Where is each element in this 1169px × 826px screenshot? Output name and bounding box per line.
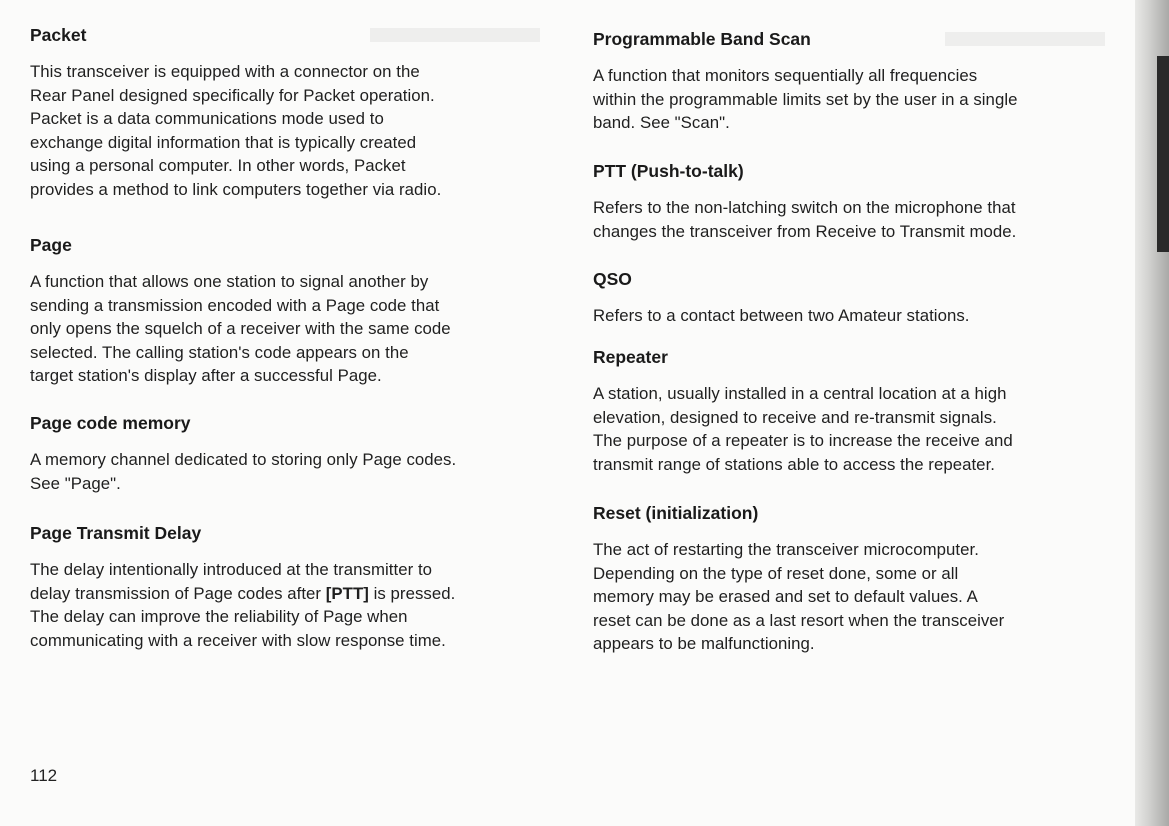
- definition-line: appears to be malfunctioning.: [593, 634, 815, 654]
- entry-definition: [593, 64, 1118, 135]
- definition-line: delay transmission of Page codes after [PTT] is pressed.: [30, 583, 456, 603]
- entry-definition: [30, 448, 550, 495]
- definition-line: A station, usually installed in a central location at a high: [593, 384, 1007, 403]
- definition-line: The delay intentionally introduced at the transmitter to: [30, 560, 433, 579]
- definition-line: Rear Panel designed specifically for Packet operation.: [30, 85, 435, 105]
- glossary-entry-page-transmit-delay: [30, 522, 550, 652]
- entry-term: Programmable Band Scan: [593, 29, 811, 49]
- definition-line: communicating with a receiver with slow response time.: [30, 630, 446, 650]
- left-page: [30, 24, 550, 652]
- definition-line: Depending on the type of reset done, some or all: [593, 563, 959, 583]
- entry-term: Packet: [30, 25, 87, 45]
- definition-line: The act of restarting the transceiver microcomputer.: [593, 540, 979, 559]
- entry-term: Repeater: [593, 347, 668, 367]
- entry-term: Page code memory: [30, 413, 191, 433]
- definition-line: memory may be erased and set to default values. A: [593, 587, 978, 607]
- definition-line: A memory channel dedicated to storing only Page codes.: [30, 450, 457, 469]
- definition-line: The delay can improve the reliability of Page when: [30, 607, 408, 627]
- definition-line: The purpose of a repeater is to increase the receive and: [593, 431, 1013, 451]
- ptt-key-reference: [PTT]: [325, 583, 369, 603]
- definition-line: Refers to a contact between two Amateur stations.: [593, 306, 970, 325]
- definition-line: only opens the squelch of a receiver with the same code: [30, 319, 451, 339]
- definition-line: band. See "Scan".: [593, 113, 730, 133]
- glossary-entry-packet: [30, 24, 550, 234]
- entry-definition: [30, 270, 550, 388]
- entry-definition: [593, 196, 1118, 243]
- definition-line: A function that allows one station to signal another by: [30, 272, 429, 291]
- definition-line: selected. The calling station's code appears on the: [30, 342, 409, 362]
- entry-term: Page Transmit Delay: [30, 523, 202, 543]
- definition-line: Refers to the non-latching switch on the microphone that: [593, 198, 1016, 217]
- definition-line: A function that monitors sequentially all frequencies: [593, 66, 978, 85]
- definition-line: transmit range of stations able to access the repeater.: [593, 454, 995, 474]
- glossary-entry-page: [30, 234, 550, 412]
- definition-line: Packet is a data communications mode used to: [30, 109, 384, 129]
- definition-line: reset can be done as a last resort when the transceiver: [593, 610, 1005, 630]
- glossary-entry-reset: [593, 502, 1118, 656]
- entry-term: QSO: [593, 269, 632, 289]
- glossary-entry-programmable-band-scan: [593, 28, 1118, 160]
- definition-line: This transceiver is equipped with a connector on the: [30, 62, 420, 81]
- entry-definition: [593, 382, 1118, 476]
- entry-term: Reset (initialization): [593, 503, 759, 523]
- entry-definition: [30, 558, 550, 652]
- definition-line: within the programmable limits set by the user in a single: [593, 89, 1018, 109]
- definition-line: sending a transmission encoded with a Page code that: [30, 295, 440, 315]
- entry-term: Page: [30, 235, 72, 255]
- definition-line: elevation, designed to receive and re-transmit signals.: [593, 407, 997, 427]
- entry-definition: [593, 304, 1118, 328]
- glossary-entry-page-code-memory: [30, 412, 550, 522]
- definition-line: exchange digital information that is typically created: [30, 132, 417, 152]
- definition-line: provides a method to link computers together via radio.: [30, 179, 442, 199]
- definition-line: See "Page".: [30, 473, 121, 493]
- glossary-entry-repeater: [593, 346, 1118, 502]
- right-page: [593, 28, 1118, 656]
- glossary-entry-ptt: [593, 160, 1118, 268]
- glossary-entry-qso: [593, 268, 1118, 346]
- definition-line: changes the transceiver from Receive to Transmit mode.: [593, 221, 1017, 241]
- entry-definition: [593, 538, 1118, 656]
- entry-definition: [30, 60, 550, 202]
- definition-line: using a personal computer. In other words, Packet: [30, 156, 406, 176]
- chapter-tab-marker: [1157, 56, 1169, 252]
- page-number: 112: [30, 766, 58, 785]
- definition-line: target station's display after a successful Page.: [30, 366, 382, 386]
- entry-term: PTT (Push-to-talk): [593, 161, 744, 181]
